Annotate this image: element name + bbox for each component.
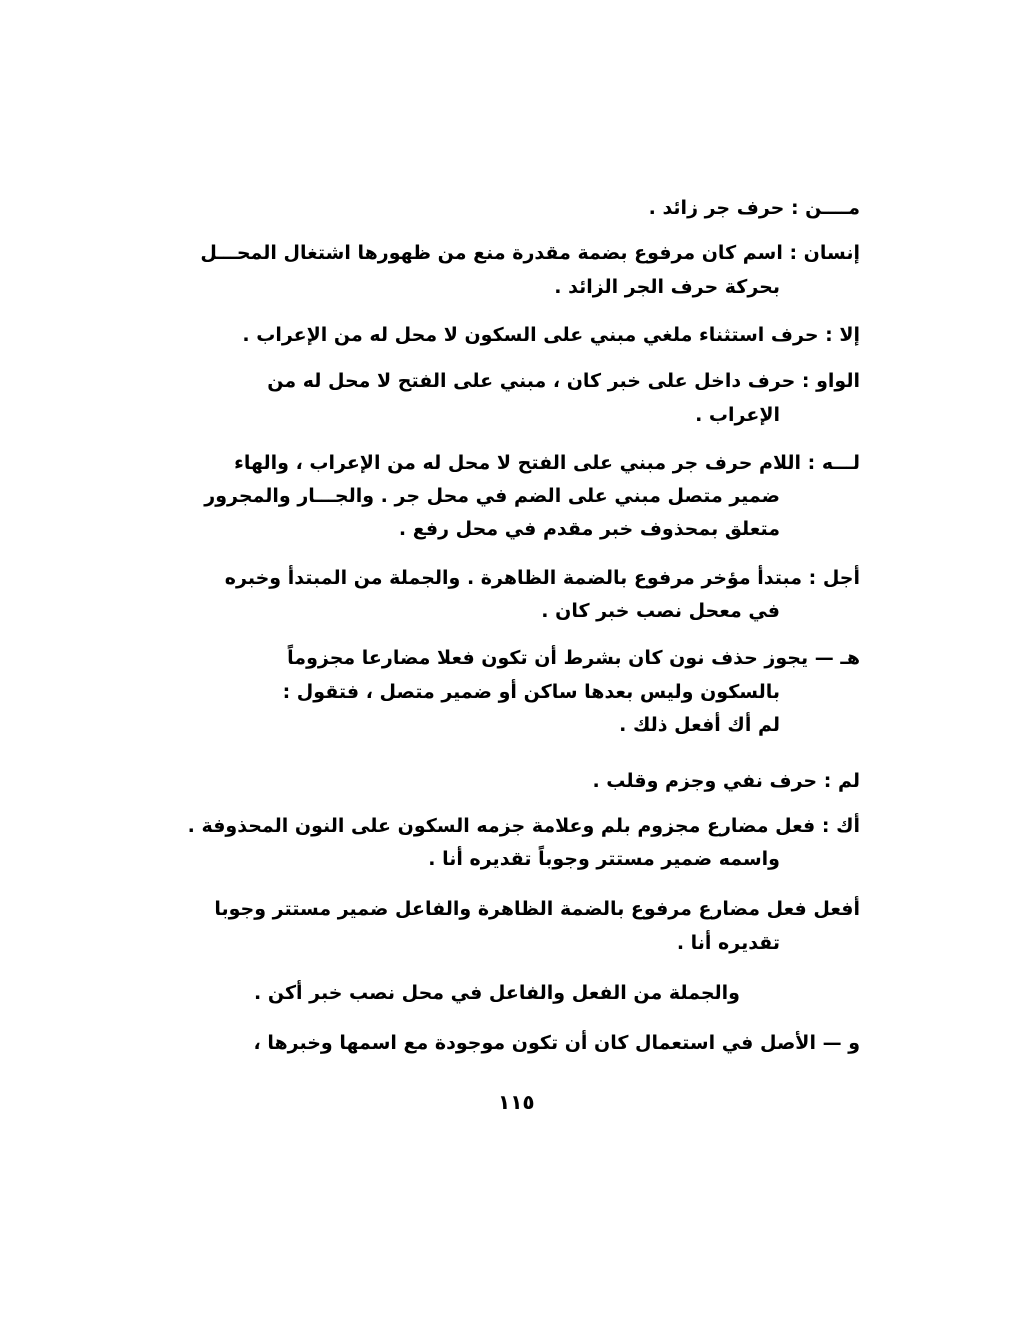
text-line: مــــن : حرف جر زائد . xyxy=(648,197,860,219)
text-line: الواو : حرف داخل على خبر كان ، مبني على الفتح لا محل له من xyxy=(267,370,860,392)
text-line: بحركة حرف الجر الزائد . xyxy=(554,276,780,298)
text-line: لـــه : اللام حرف جر مبني على الفتح لا محل له من الإعراب ، والهاء xyxy=(234,452,860,474)
text-line: متعلق بمحذوف خبر مقدم في محل رفع . xyxy=(398,518,780,540)
text-line: لم : حرف نفي وجزم وقلب . xyxy=(592,770,860,792)
text-line: إنسان : اسم كان مرفوع بضمة مقدرة منع من ظهورها اشتغال المحـــل xyxy=(200,242,860,264)
text-line: بالسكون وليس بعدها ساكن أو ضمير متصل ، فتقول : xyxy=(282,681,780,703)
text-line: لم أك أفعل ذلك . xyxy=(619,714,780,736)
text-line: في معحل نصب خبر كان . xyxy=(541,600,780,622)
text-line: إلا : حرف استثناء ملغي مبني على السكون لا محل له من الإعراب . xyxy=(242,324,860,346)
text-line: ضمير متصل مبني على الضم في محل جر . والجـــار والمجرور xyxy=(204,485,780,507)
text-line: و — الأصل في استعمال كان أن تكون موجودة مع اسمها وخبرها ، xyxy=(253,1032,860,1054)
text-line: أك : فعل مضارع مجزوم بلم وعلامة جزمه السكون على النون المحذوفة . xyxy=(187,815,860,837)
text-line: والجملة من الفعل والفاعل في محل نصب خبر أكن . xyxy=(254,982,740,1004)
text-line: تقديره أنا . xyxy=(676,932,780,954)
text-line: واسمه ضمير مستتر وجوباً تقديره أنا . xyxy=(428,848,780,870)
text-line: أجل : مبتدأ مؤخر مرفوع بالضمة الظاهرة . والجملة من المبتدأ وخبره xyxy=(224,567,860,589)
text-line: أفعل فعل مضارع مرفوع بالضمة الظاهرة والفاعل ضمير مستتر وجوبا xyxy=(214,898,860,920)
text-line: الإعراب . xyxy=(695,404,780,426)
page-number: ١١٥ xyxy=(498,1090,535,1114)
text-line: هـ — يجوز حذف نون كان بشرط أن تكون فعلا مضارعا مجزوماً xyxy=(287,647,860,669)
